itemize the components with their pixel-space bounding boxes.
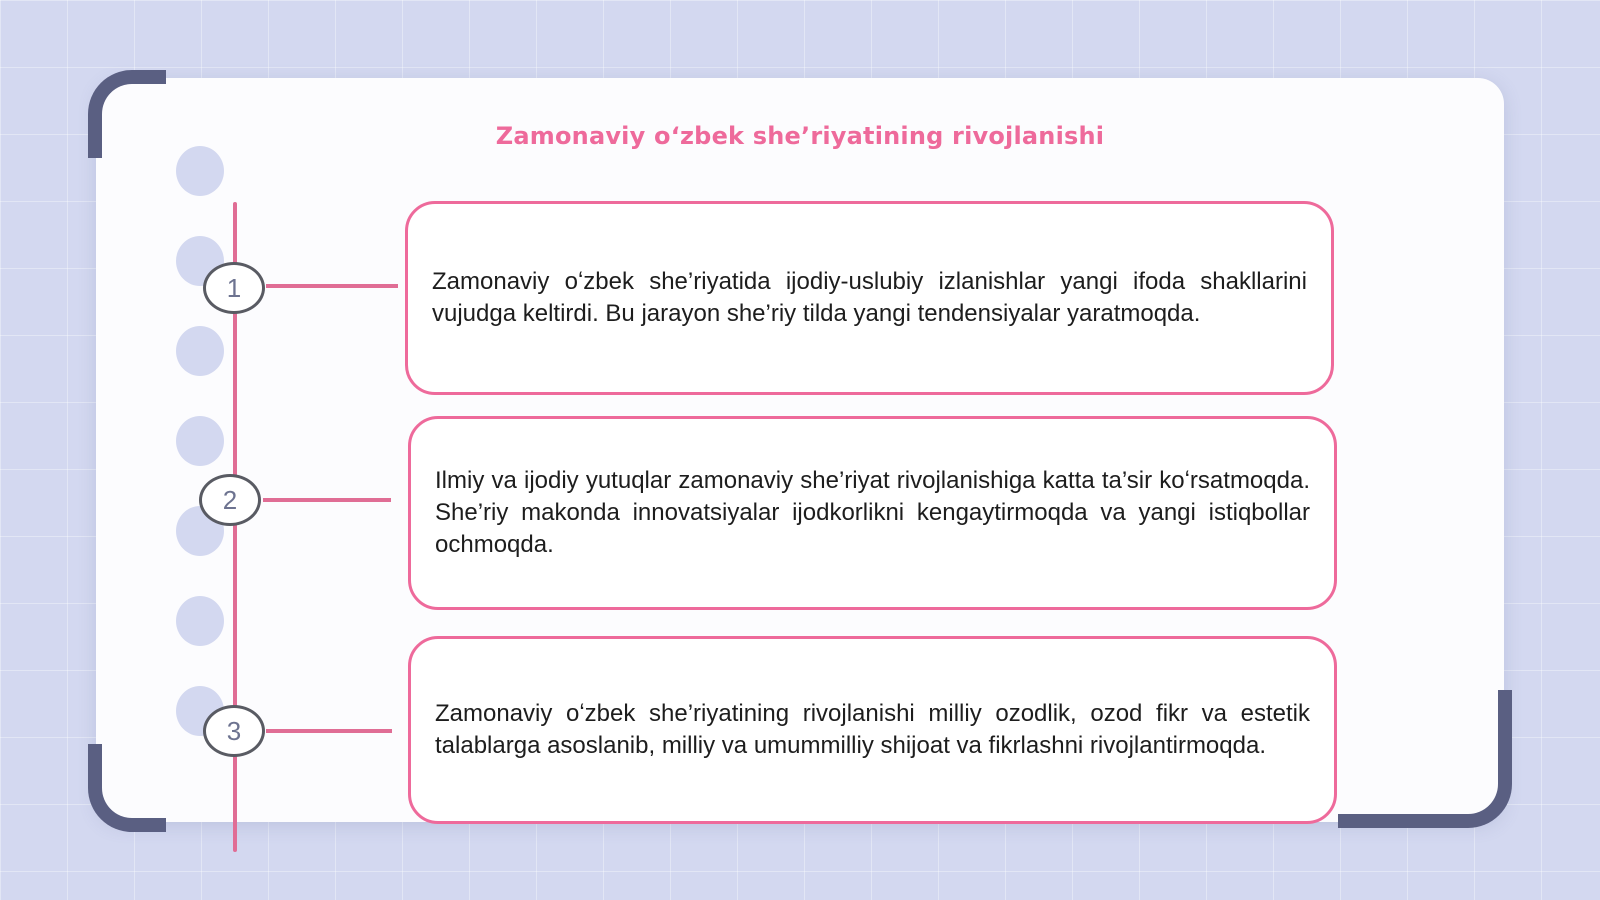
step-card	[405, 201, 1334, 395]
corner-bracket-bottom-right	[1338, 690, 1512, 828]
punch-hole	[176, 416, 224, 466]
step-number-badge: 2	[199, 474, 261, 526]
step-card-text: Zamonaviy oʻzbek she’riyatida ijodiy-uslubiy izlanishlar yangi ifoda shakllarini vujudga keltirdi. Bu jarayon she’riy tilda yangi tendensiyalar yaratmoqda.	[432, 268, 1307, 327]
timeline-connector	[266, 729, 392, 733]
step-card	[408, 636, 1337, 824]
punch-hole	[176, 146, 224, 196]
corner-bracket-top-left	[88, 70, 166, 158]
corner-bracket-bottom-left	[88, 744, 166, 832]
punch-hole	[176, 326, 224, 376]
step-card-text: Zamonaviy oʻzbek she’riyatining rivojlanishi milliy ozodlik, ozod fikr va estetik talablarga asoslanib, milliy va umummilliy shijoat va fikrlashni rivojlantirmoqda.	[435, 700, 1310, 759]
timeline-connector	[266, 284, 398, 288]
step-card	[408, 416, 1337, 610]
slide-title: Zamonaviy oʻzbek sheʼriyatining rivojlanishi	[495, 122, 1105, 150]
step-number-badge: 1	[203, 262, 265, 314]
step-card-text: Ilmiy va ijodiy yutuqlar zamonaviy she’riyat rivojlanishiga katta ta’sir koʻrsatmoqda. She’riy makonda innovatsiyalar ijodkorlikni kengaytirmoqda va yangi istiqbollar ochmoqda.	[435, 467, 1310, 558]
step-number-badge: 3	[203, 705, 265, 757]
punch-hole	[176, 596, 224, 646]
timeline-connector	[263, 498, 391, 502]
